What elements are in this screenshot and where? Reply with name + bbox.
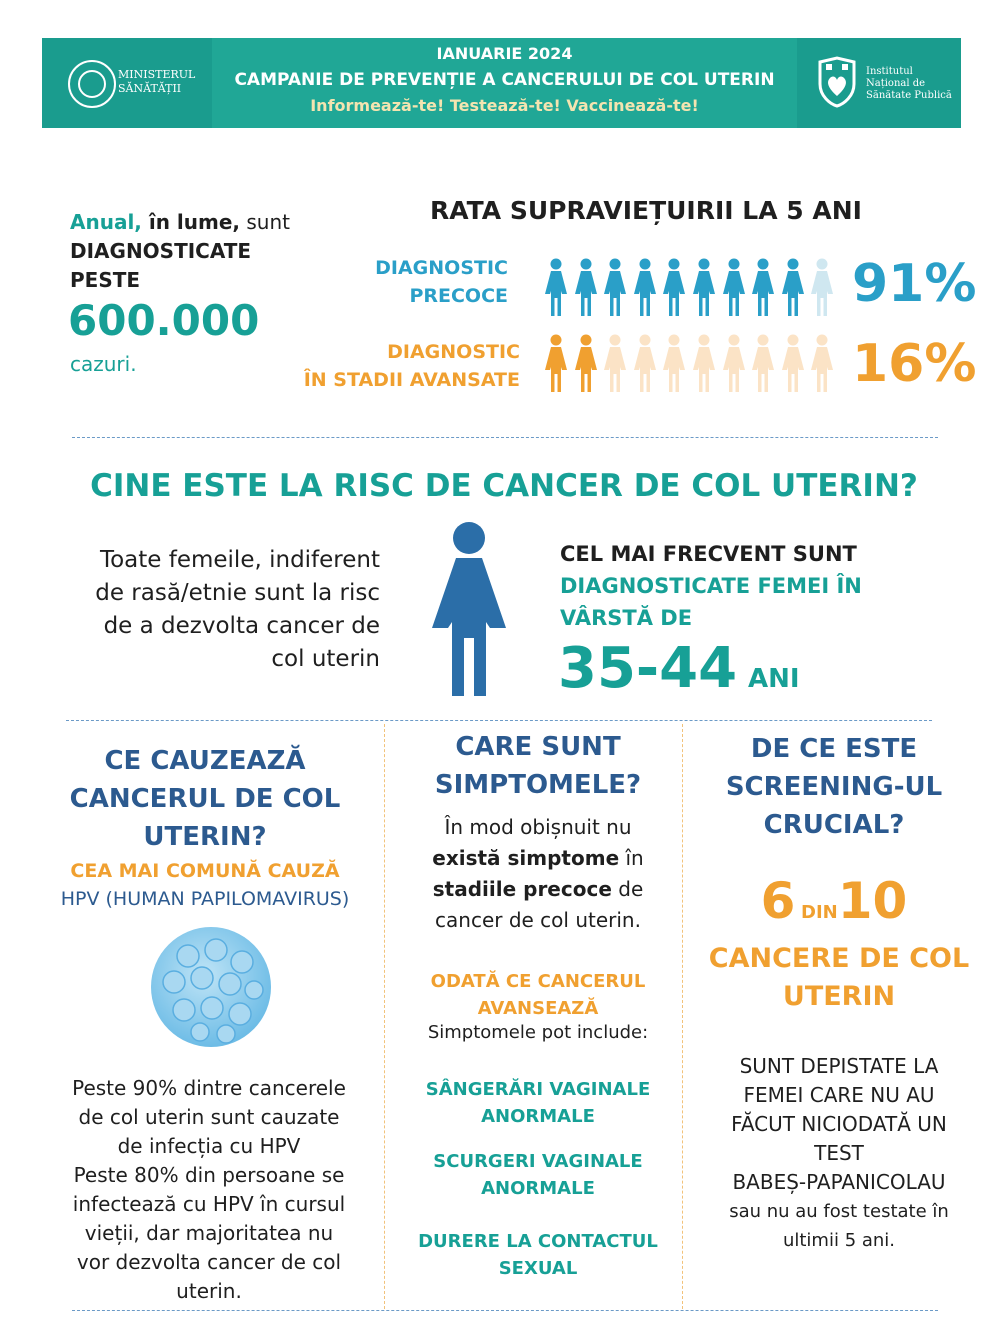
early-label-2: PRECOCE — [409, 285, 508, 307]
ministry-line2: SĂNĂTĂȚII — [118, 82, 182, 95]
early-person-icon — [751, 258, 775, 316]
annual-line1 — [70, 208, 290, 237]
survival-title: RATA SUPRAVIEȚUIRII LA 5 ANI — [430, 196, 862, 225]
symptom-1-line1: SÂNGERĂRI VAGINALE — [425, 1079, 651, 1100]
late-person-icon — [810, 334, 834, 392]
age-line2: DIAGNOSTICATE FEMEI ÎN — [560, 574, 862, 598]
symptoms-t3b: de — [611, 877, 644, 901]
late-person-icon — [662, 334, 686, 392]
symptoms-t2a: există simptome — [432, 846, 620, 870]
early-person-icon — [544, 258, 568, 316]
symptoms-include: Simptomele pot include: — [427, 1022, 649, 1043]
age-line3: VÂRSTĂ DE — [560, 606, 693, 630]
screening-title-1: DE CE ESTE — [750, 734, 918, 764]
risk-line3: de a dezvolta cancer de — [103, 613, 380, 639]
symptom-bleeding — [390, 1076, 686, 1130]
stat-din: DIN — [801, 902, 838, 923]
early-person-icon — [810, 258, 834, 316]
late-person-icon — [751, 334, 775, 392]
late-person-icon — [722, 334, 746, 392]
header-date: IANUARIE 2024 — [436, 44, 573, 63]
screening-title-3: CRUCIAL? — [763, 810, 905, 840]
causes-title-2: CANCERUL DE COL — [69, 784, 341, 814]
early-label — [340, 254, 508, 310]
advanced-2: AVANSEAZĂ — [477, 998, 599, 1019]
risk-line1: Toate femeile, indiferent — [99, 547, 380, 573]
late-person-icon — [603, 334, 627, 392]
late-person-icon — [574, 334, 598, 392]
screening-d7: ultimii 5 ani. — [782, 1230, 896, 1251]
virus-icon — [150, 926, 272, 1048]
causes-title-1: CE CAUZEAZĂ — [104, 746, 306, 776]
screening-d4: TEST — [814, 1141, 864, 1165]
cazuri: cazuri. — [70, 352, 137, 376]
annual-number: 600.000 — [68, 296, 260, 345]
symptoms-t3 — [390, 874, 686, 905]
screening-d1: SUNT DEPISTATE LA — [739, 1054, 939, 1078]
late-person-icon — [692, 334, 716, 392]
age-description — [560, 538, 862, 634]
advanced-1: ODATĂ CE CANCERUL — [430, 971, 646, 992]
screening-cancers — [690, 940, 988, 1016]
institute-name — [866, 66, 952, 102]
screening-d3: FĂCUT NICIODATĂ UN — [731, 1112, 947, 1136]
annual-word: Anual, — [70, 210, 142, 234]
causes-p8: uterin. — [176, 1279, 242, 1303]
early-person-icon — [633, 258, 657, 316]
early-person-icon — [722, 258, 746, 316]
symptom-2-line2: ANORMALE — [481, 1178, 595, 1199]
causes-text — [36, 1074, 382, 1306]
screening-d2: FEMEI CARE NU AU — [743, 1083, 935, 1107]
causes-title — [30, 742, 380, 856]
risk-description — [40, 544, 380, 676]
hpv-name: HPV (HUMAN PAPILOMAVIRUS) — [60, 888, 350, 910]
screening-c1: CANCERE DE COL — [708, 943, 970, 974]
causes-p3: de infecția cu HPV — [117, 1134, 301, 1158]
symptoms-t3a: stadiile precoce — [432, 877, 612, 901]
risk-line4: col uterin — [271, 646, 380, 672]
late-person-icon — [781, 334, 805, 392]
stat-ten: 10 — [837, 872, 908, 930]
causes-p2: de col uterin sunt cauzate — [78, 1105, 340, 1129]
causes-p1: Peste 90% dintre cancerele — [72, 1076, 346, 1100]
symptom-2-line1: SCURGERI VAGINALE — [433, 1151, 643, 1172]
early-pictogram — [544, 258, 844, 316]
institute-line3: Sănătate Publică — [866, 90, 952, 101]
causes-p6: vieții, dar majoritatea nu — [84, 1221, 334, 1245]
causes-p5: infectează cu HPV în cursul — [72, 1192, 346, 1216]
risk-line2: de rasă/etnie sunt la risc — [95, 580, 380, 606]
symptoms-title-1: CARE SUNT — [455, 732, 621, 762]
symptom-discharge — [390, 1148, 686, 1202]
early-person-icon — [781, 258, 805, 316]
header-campaign: CAMPANIE DE PREVENȚIE A CANCERULUI DE COL UTERIN — [234, 70, 775, 90]
screening-description — [690, 1052, 988, 1255]
symptoms-title — [390, 728, 686, 804]
institute-logo-icon — [816, 56, 858, 108]
symptom-3-line2: SEXUAL — [498, 1258, 578, 1279]
symptoms-t1: În mod obișnuit nu — [444, 815, 632, 839]
risk-title: CINE ESTE LA RISC DE CANCER DE COL UTERIN? — [90, 468, 918, 504]
symptom-pain — [390, 1228, 686, 1282]
screening-title-2: SCREENING-UL — [725, 772, 943, 802]
government-seal-icon — [68, 60, 116, 108]
ministry-line1: MINISTERUL — [118, 68, 196, 81]
late-pictogram — [544, 334, 844, 392]
institute-line2: Național de — [866, 78, 926, 89]
header-banner — [42, 38, 961, 128]
age-line1: CEL MAI FRECVENT SUNT — [560, 542, 857, 566]
symptoms-intro — [390, 812, 686, 936]
screening-c2: UTERIN — [782, 981, 896, 1012]
symptom-1-line2: ANORMALE — [481, 1106, 595, 1127]
diagnosticate: DIAGNOSTICATE — [70, 239, 252, 263]
divider-1 — [72, 437, 938, 438]
causes-p7: vor dezvolta cancer de col — [76, 1250, 342, 1274]
advanced-heading — [390, 968, 686, 1022]
symptoms-title-2: SIMPTOMELE? — [434, 770, 642, 800]
early-person-icon — [603, 258, 627, 316]
woman-icon — [426, 520, 512, 696]
annual-cases — [70, 208, 290, 295]
late-label-1: DIAGNOSTIC — [387, 341, 520, 363]
late-percent: 16% — [852, 334, 977, 394]
in-lume: în lume, — [141, 210, 241, 234]
symptom-3-line1: DURERE LA CONTACTUL — [418, 1231, 658, 1252]
early-person-icon — [692, 258, 716, 316]
late-label-2: ÎN STADII AVANSATE — [303, 369, 520, 391]
causes-title-3: UTERIN? — [143, 822, 267, 852]
sunt: sunt — [240, 210, 291, 234]
divider-3 — [72, 1310, 938, 1311]
symptoms-t4: cancer de col uterin. — [435, 908, 641, 932]
late-person-icon — [544, 334, 568, 392]
age-unit: ANI — [748, 664, 800, 694]
age-range: 35-44 — [558, 636, 738, 701]
symptoms-t2 — [390, 843, 686, 874]
divider-2 — [66, 720, 932, 721]
early-person-icon — [662, 258, 686, 316]
peste: PESTE — [70, 268, 141, 292]
late-label — [290, 338, 520, 394]
causes-subtitle: CEA MAI COMUNĂ CAUZĂ — [70, 860, 340, 882]
screening-title — [690, 730, 978, 844]
symptoms-t2b: în — [619, 846, 644, 870]
screening-d6: sau nu au fost testate în — [729, 1201, 949, 1222]
late-person-icon — [633, 334, 657, 392]
screening-d5: BABEȘ-PAPANICOLAU — [732, 1170, 946, 1194]
early-person-icon — [574, 258, 598, 316]
early-label-1: DIAGNOSTIC — [375, 257, 508, 279]
institute-line1: Institutul — [866, 66, 913, 77]
stat-six: 6 — [760, 872, 796, 930]
screening-stat — [690, 872, 978, 930]
header-slogan: Informează-te! Testează-te! Vaccinează-te! — [310, 96, 699, 115]
early-percent: 91% — [852, 254, 977, 314]
causes-p4: Peste 80% din persoane se — [73, 1163, 345, 1187]
column-divider-1 — [384, 724, 385, 1309]
ministry-name — [118, 68, 195, 96]
